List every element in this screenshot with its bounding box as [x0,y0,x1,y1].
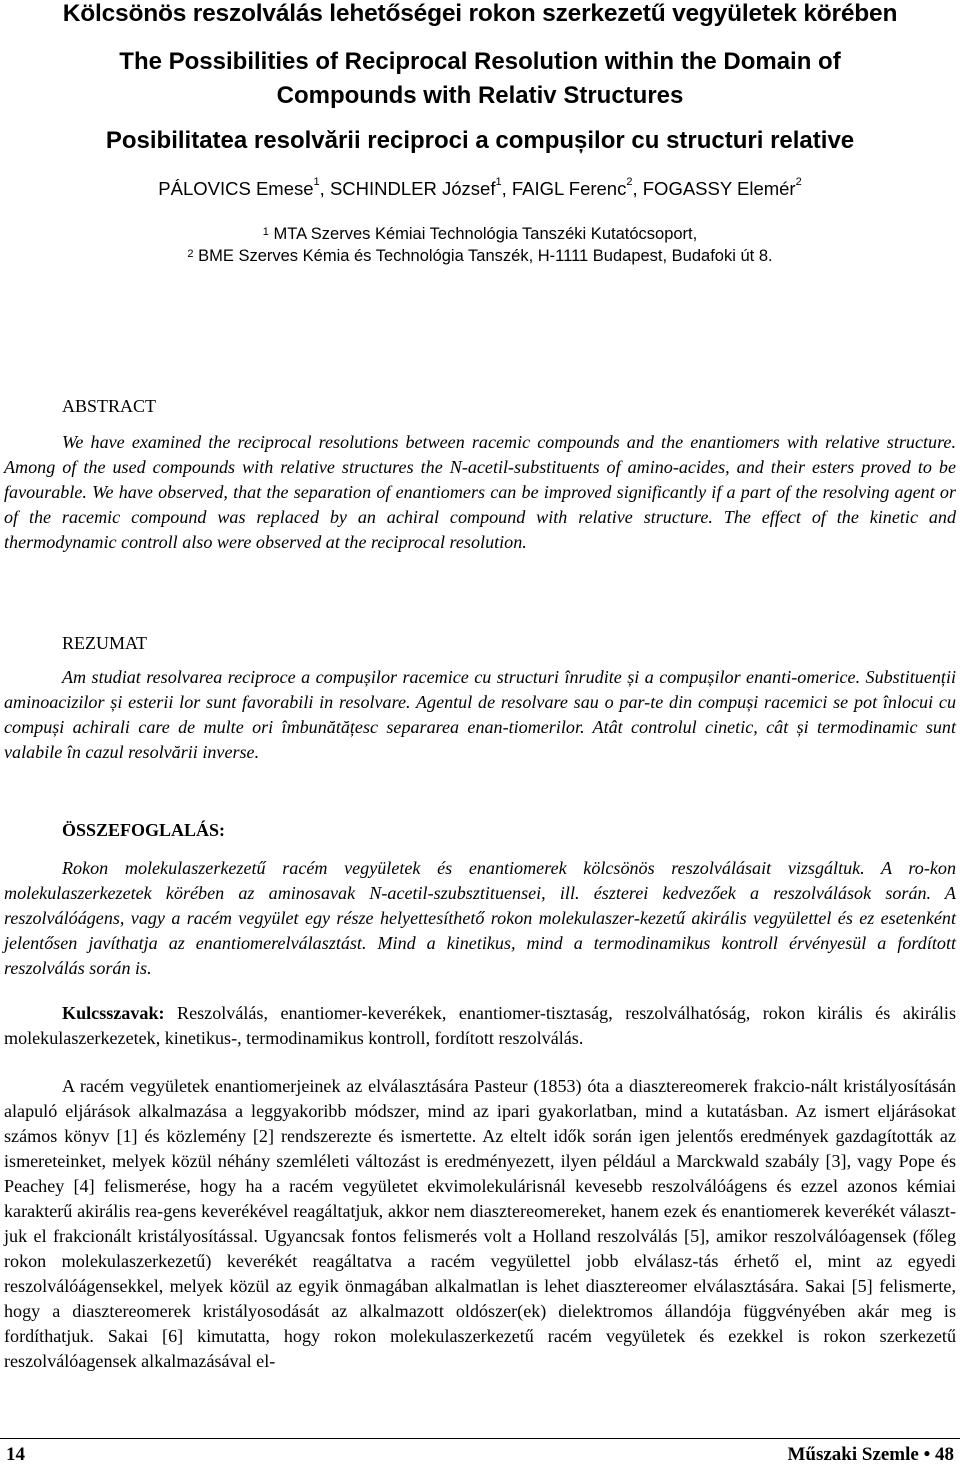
footer-divider [0,1438,960,1439]
rezumat-heading: REZUMAT [62,633,147,653]
author-4-affiliation: 2 [795,176,802,188]
osszefoglalas-text: Rokon molekulaszerkezetű racém vegyületek és enantiomerek kölcsönös reszolválásait vizsgáltuk. A ro-kon molekulaszerkezetek körében az aminosavak N-acetil-szubsztituensei, ill. észterei kedvezőek a reszolválások során. A reszolválóágens, vagy a racém vegyület egy része helyettesíthető rokon molekulaszer-kezetű akirális vegyülettel és ez esetenként jelentősen javíthatja az enantiomerelválasztást. Mind a kinetikus, mind a termodinamikus kontroll érvényesül a fordított reszolválás során is. [4,858,956,978]
title-english-line-2: Compounds with Relativ Structures [276,82,684,109]
author-list [0,178,960,200]
keywords [4,1001,956,1051]
author-3: , FAIGL Ferenc [501,178,627,199]
author-4: , FOGASSY Elemér [632,178,796,199]
affiliation-2-text: BME Szerves Kémia és Technológia Tanszék, H-1111 Budapest, Budafoki út 8. [193,247,773,265]
title-romanian: Posibilitatea resolvării reciproci a compușilor cu structuri relative [105,127,855,154]
title-english-line-1: The Possibilities of Reciprocal Resolution within the Domain of [119,48,841,75]
affiliation-2-marker: 2 [187,248,194,260]
body-paragraph: A racém vegyületek enantiomerjeinek az elválasztására Pasteur (1853) óta a diasztereomerek frakcio-nált kristályosításán alapuló eljárások alkalmazása a leggyakoribb módszer, mind az ipari gyakorlatban, mind a kutatásban. Az ismert eljárásokat számos könyv [1] és közlemény [2] rendszerezte és ismertette. Az eltelt idők során igen jelentős eredmények gazdagították az ismereteinket, melyek közül néhány szemléleti változást is eredményezett, ilyen például a Marckwald szabály [3], vagy Pope és Peachey [4] felismerése, hogy ha a racém vegyületet ekvimolekulárisnál kevesebb reszolválóágens és ezzel azonos kémiai karakterű akirális rea-gens keverékével reagáltatjuk, akkor nem diasztereomereket, hanem ezek és enantiomerek keverékét választ-juk el frakcionált kristályosítással. Ugyancsak fontos felismerés volt a Holland reszolválás [5], amikor reszolválóagensek (főleg rokon molekulaszerkezetű) keverékét reagáltatva a racém vegyülettel jobb elválasz-tás érhető el, mint az egyedi reszolválóágensekkel, melyek közül az egyik önmagában alkalmatlan is lehet diasztereomer elválasztására. Sakai [5] felismerte, hogy a diasztereomerek kristályosodását az alkalmazott oldószer(ek) dielektromos állandója függvényében akár meg is fordíthatjuk. Sakai [6] kimutatta, hogy rokon molekulaszerkezetű racém vegyületek és ezekkel is rokon szerkezetű reszolválóagensek alkalmazásával el- [4,1076,956,1371]
abstract-text: We have examined the reciprocal resolutions between racemic compounds and the enantiomers with relative structure. Among of the used compounds with relative structures the N-acetil-substituents of amino-acides, and their esters proved to be favourable. We have observed, that the separation of enantiomers can be improved significantly if a part of the resolving agent or of the racemic compound was replaced by an achiral compound with relative structure. The effect of the kinetic and thermodynamic controll also were observed at the reciprocal resolution. [4,432,956,552]
author-2: , SCHINDLER József [319,178,496,199]
title-hungarian: Kölcsönös reszolválás lehetőségei rokon szerkezetű vegyületek körében [62,0,898,27]
osszefoglalas-heading: ÖSSZEFOGLALÁS: [62,820,226,840]
author-1-affiliation: 1 [313,176,320,188]
affiliation-1-marker: 1 [262,226,269,238]
journal-name: Műszaki Szemle • 48 [787,1444,954,1465]
title-english [0,45,960,113]
page-number: 14 [6,1444,25,1465]
keywords-text: Reszolválás, enantiomer-keverékek, enantiomer-tisztaság, reszolválhatóság, rokon királis és akirális molekulaszerkezetek, kinetikus-, termodinamikus kontroll, fordított reszolválás. [4,1003,956,1048]
author-3-affiliation: 2 [626,176,633,188]
rezumat-text: Am studiat resolvarea reciproce a compușilor racemice cu structuri înrudite și a compușilor enanti-omerice. Substituenții aminoacizilor și esterii lor sunt favorabili in resolvare. Agentul de resolvare sau o par-te din compuși racemici se pot înlocui cu compuși achirali care de multe ori îmbunătățesc separarea enan-tiomerilor. Atât controlul cinetic, cât și termodinamic sunt valabile în cazul resolvării inverse. [4,667,956,762]
keywords-label: Kulcsszavak: [62,1003,165,1023]
author-2-affiliation: 1 [495,176,502,188]
affiliation-1 [0,222,960,246]
abstract-heading: ABSTRACT [62,396,157,416]
affiliation-1-text: MTA Szerves Kémiai Technológia Tanszéki Kutatócsoport, [268,225,698,243]
affiliation-2 [0,244,960,268]
author-1: PÁLOVICS Emese [158,178,314,199]
